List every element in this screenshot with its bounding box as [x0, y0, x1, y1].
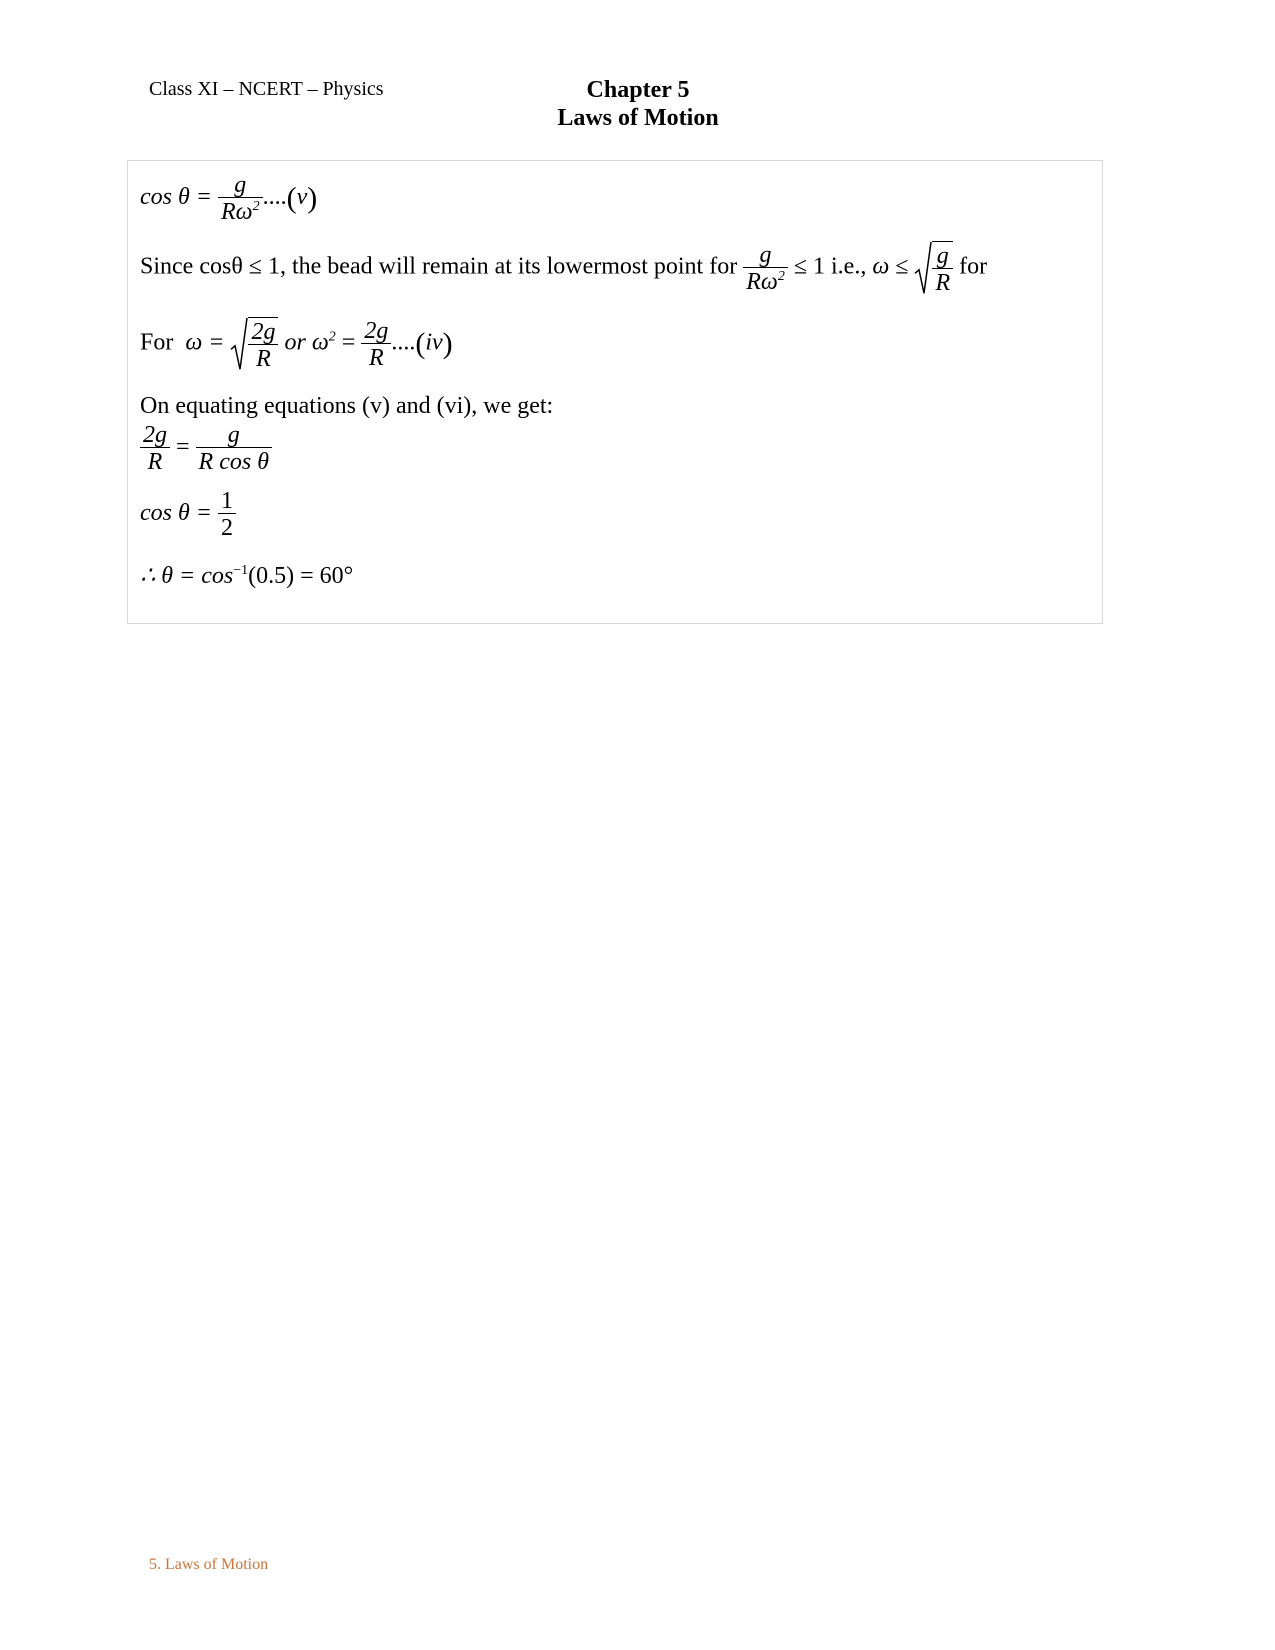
half-num: 1 — [218, 489, 236, 514]
for-sqrt — [230, 317, 278, 371]
since-fraction — [743, 243, 788, 294]
eq-v-den-text: Rω — [220, 199, 253, 225]
sqrt-sign-icon — [230, 317, 248, 371]
since-sqrt-den: R — [935, 270, 951, 296]
equation-half — [140, 489, 236, 540]
for-sqrt-content — [248, 317, 278, 371]
for-sqrt-num: 2g — [248, 320, 278, 345]
since-text-1: Since cosθ ≤ 1, the bead will remain at its lowermost point for — [140, 253, 744, 280]
for-label: For — [140, 329, 174, 356]
since-omega-le: ω ≤ — [872, 253, 909, 280]
since-den — [743, 268, 788, 294]
final-text: ∴ θ = cos — [140, 563, 234, 589]
for-label-eq: iv — [425, 329, 443, 356]
chapter-title: Laws of Motion — [557, 105, 719, 131]
eq-v-lhs: cos θ = — [140, 184, 212, 211]
for-line — [140, 317, 453, 371]
for-eq: = — [335, 329, 356, 356]
eq-v-fraction — [218, 173, 263, 224]
header-center — [540, 76, 736, 132]
since-text-3: for — [953, 253, 988, 280]
for-open-paren: ( — [415, 327, 426, 360]
ratio-left-fraction — [140, 423, 170, 474]
ratio-right-num: g — [196, 423, 272, 448]
ratio-right-den: R cos θ — [198, 449, 269, 475]
chapter-number: Chapter 5 — [586, 77, 690, 103]
final-rhs: = 60° — [294, 563, 354, 589]
sqrt-sign-icon — [914, 241, 932, 295]
since-num: g — [743, 243, 788, 268]
for-sqrt-fraction — [248, 320, 278, 371]
since-sqrt-num: g — [932, 244, 953, 269]
eq-v-den-sup: 2 — [252, 199, 260, 214]
ratio-right-fraction — [196, 423, 272, 474]
ratio-left-num: 2g — [140, 423, 170, 448]
since-sqrt — [914, 241, 953, 295]
since-sqrt-fraction — [932, 244, 953, 295]
for-sqrt-den: R — [256, 346, 271, 372]
final-arg: (0.5) — [248, 563, 295, 589]
equation-ratio — [140, 423, 272, 474]
for-omega-eq: ω = — [185, 329, 225, 356]
eq-v-label: v — [296, 184, 308, 211]
since-sqrt-content — [932, 241, 953, 295]
half-lhs: cos θ = — [140, 500, 212, 527]
since-line — [140, 241, 987, 295]
eq-v-close-paren: ) — [307, 181, 318, 215]
eq-v-num: g — [218, 173, 263, 198]
for-fraction — [361, 319, 391, 370]
eq-v-open-paren: ( — [286, 181, 297, 215]
content-box — [127, 160, 1103, 624]
equating-text: On equating equations (v) and (vi), we get: — [140, 393, 554, 419]
eq-v-dots: .... — [262, 184, 287, 211]
since-text-2: ≤ 1 i.e., — [787, 253, 873, 280]
ratio-eq: = — [176, 434, 190, 461]
for-or-omega: or ω — [284, 329, 329, 356]
header-left: Class XI – NCERT – Physics — [149, 78, 384, 100]
for-dots: .... — [391, 329, 416, 356]
for-close-paren: ) — [442, 327, 453, 360]
since-den-sup: 2 — [777, 268, 785, 284]
half-den: 2 — [220, 515, 233, 541]
ratio-left-den: R — [147, 449, 163, 475]
since-den-text: Rω — [746, 268, 778, 295]
for-num: 2g — [361, 319, 391, 344]
equation-v — [140, 173, 317, 224]
for-or-sup: 2 — [328, 329, 336, 345]
footer-text: 5. Laws of Motion — [149, 1556, 269, 1573]
eq-v-den — [218, 198, 263, 224]
half-fraction — [218, 489, 236, 540]
final-sup: −1 — [233, 563, 249, 578]
equation-final — [140, 561, 353, 590]
for-den: R — [368, 344, 384, 371]
